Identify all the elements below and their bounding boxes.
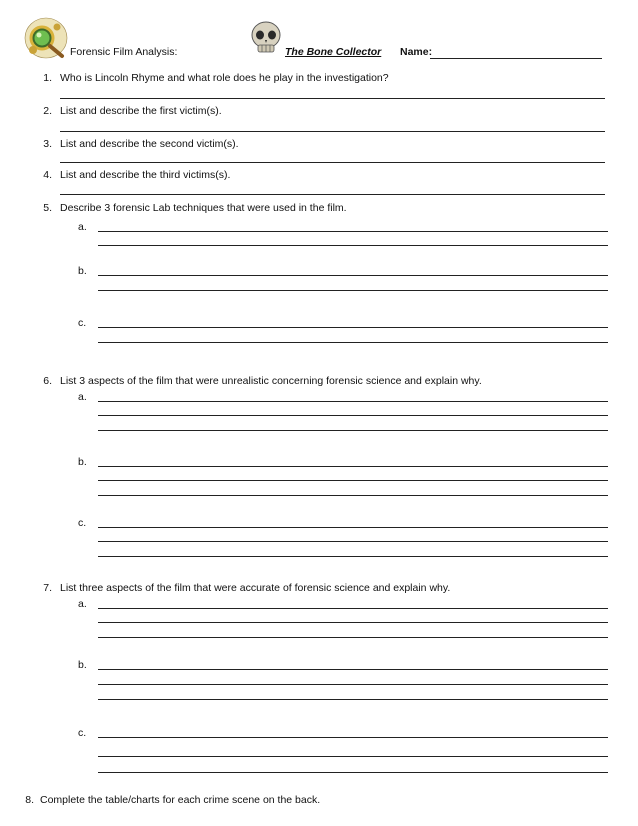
answer-line[interactable] bbox=[98, 245, 608, 246]
answer-line[interactable] bbox=[98, 290, 608, 291]
answer-line[interactable] bbox=[98, 430, 608, 431]
answer-line[interactable] bbox=[60, 194, 605, 195]
final-instruction-number: 8. bbox=[25, 794, 34, 806]
sub-item-a: a. bbox=[78, 391, 87, 403]
answer-line[interactable] bbox=[98, 231, 608, 232]
answer-line[interactable] bbox=[98, 466, 608, 467]
question-7-number: 7. bbox=[43, 582, 52, 594]
sub-item-c: c. bbox=[78, 517, 87, 529]
question-3-text: List and describe the second victim(s). bbox=[60, 138, 239, 150]
question-1-text: Who is Lincoln Rhyme and what role does he play in the investigation? bbox=[60, 72, 389, 84]
final-instruction-text: Complete the table/charts for each crime scene on the back. bbox=[40, 794, 321, 806]
question-3-number: 3. bbox=[43, 138, 52, 150]
film-title: The Bone Collector bbox=[285, 46, 382, 58]
sub-item-a: a. bbox=[78, 598, 87, 610]
answer-line[interactable] bbox=[98, 622, 608, 623]
answer-line[interactable] bbox=[98, 527, 608, 528]
question-4-text: List and describe the third victims(s). bbox=[60, 169, 231, 181]
answer-line[interactable] bbox=[98, 669, 608, 670]
answer-line[interactable] bbox=[98, 684, 608, 685]
sub-item-a: a. bbox=[78, 221, 87, 233]
question-6-number: 6. bbox=[43, 375, 52, 387]
answer-line[interactable] bbox=[98, 699, 608, 700]
question-2-text: List and describe the first victim(s). bbox=[60, 105, 222, 117]
answer-line[interactable] bbox=[60, 162, 605, 163]
answer-line[interactable] bbox=[98, 756, 608, 757]
answer-line[interactable] bbox=[98, 415, 608, 416]
answer-line[interactable] bbox=[98, 401, 608, 402]
sub-item-b: b. bbox=[78, 265, 87, 277]
question-6-text: List 3 aspects of the film that were unrealistic concerning forensic science and explain why. bbox=[60, 375, 482, 387]
name-label: Name: bbox=[400, 46, 433, 58]
sub-item-b: b. bbox=[78, 659, 87, 671]
answer-line[interactable] bbox=[98, 737, 608, 738]
answer-line[interactable] bbox=[98, 480, 608, 481]
name-input-line[interactable] bbox=[430, 58, 602, 59]
question-4-number: 4. bbox=[43, 169, 52, 181]
answer-line[interactable] bbox=[98, 556, 608, 557]
answer-line[interactable] bbox=[98, 772, 608, 773]
film-analysis-subtitle: Forensic Film Analysis: bbox=[70, 46, 178, 58]
question-1-number: 1. bbox=[43, 72, 52, 84]
answer-line[interactable] bbox=[60, 131, 605, 132]
answer-line[interactable] bbox=[98, 637, 608, 638]
sub-item-b: b. bbox=[78, 456, 87, 468]
answer-line[interactable] bbox=[60, 98, 605, 99]
answer-line[interactable] bbox=[98, 495, 608, 496]
sub-item-c: c. bbox=[78, 727, 87, 739]
answer-line[interactable] bbox=[98, 608, 608, 609]
answer-line[interactable] bbox=[98, 275, 608, 276]
question-2-number: 2. bbox=[43, 105, 52, 117]
sub-item-c: c. bbox=[78, 317, 87, 329]
question-7-text: List three aspects of the film that were accurate of forensic science and explain why. bbox=[60, 582, 451, 594]
magnifying-glass-icon bbox=[24, 16, 70, 60]
question-5-text: Describe 3 forensic Lab techniques that were used in the film. bbox=[60, 202, 347, 214]
answer-line[interactable] bbox=[98, 342, 608, 343]
answer-line[interactable] bbox=[98, 541, 608, 542]
skull-icon bbox=[248, 20, 284, 56]
question-5-number: 5. bbox=[43, 202, 52, 214]
answer-line[interactable] bbox=[98, 327, 608, 328]
